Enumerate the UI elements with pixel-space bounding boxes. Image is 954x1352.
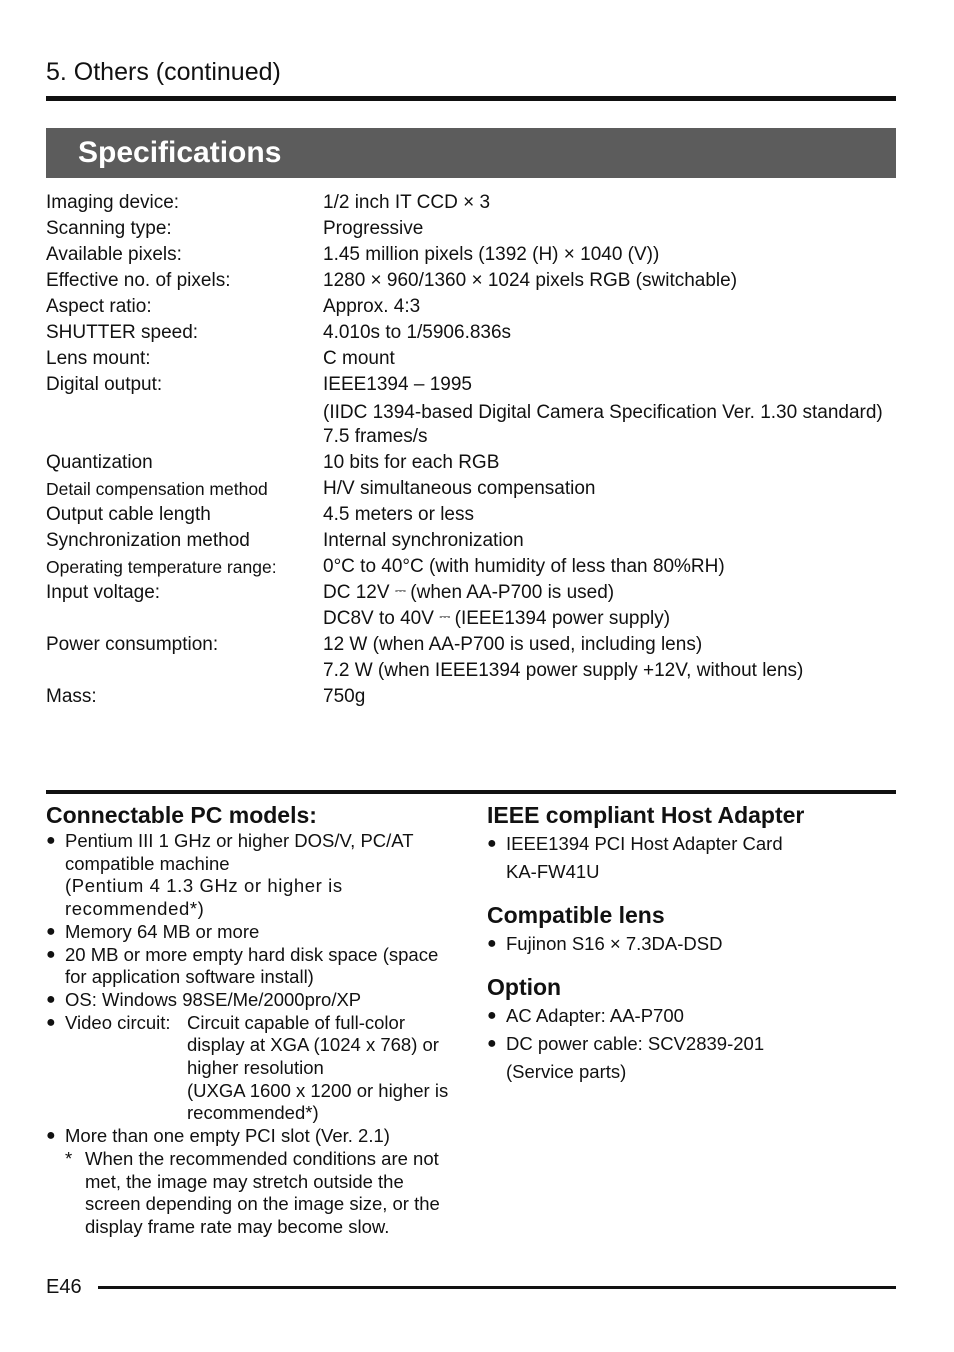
spec-value: 0°C to 40°C (with humidity of less than 80%RH)	[323, 556, 725, 577]
spec-value: 4.010s to 1/5906.836s	[323, 322, 512, 343]
bullet-icon: ●	[487, 835, 497, 852]
list-item: ● Pentium III 1 GHz or higher DOS/V, PC/AT compatible machine (Pentium 4 1.3 GHz or higher is recommended*)	[46, 830, 456, 921]
spec-row	[46, 320, 896, 346]
spec-label: Mass:	[46, 686, 97, 707]
option-heading: Option	[487, 974, 562, 1000]
spec-row	[46, 294, 896, 320]
host-adapter-model: KA-FW41U	[506, 861, 600, 882]
spec-label: Lens mount:	[46, 348, 151, 369]
list-item	[46, 1012, 456, 1126]
option-note: (Service parts)	[506, 1061, 627, 1082]
spec-value: 7.2 W (when IEEE1394 power supply +12V, without lens)	[323, 660, 804, 681]
bullet-icon: ●	[46, 1013, 56, 1031]
footnote	[46, 1148, 456, 1239]
bullet-icon: ●	[46, 1127, 56, 1145]
pc-models-section	[46, 800, 456, 1239]
spec-label: Detail compensation method	[46, 479, 268, 499]
spec-label: Imaging device:	[46, 192, 180, 213]
spec-value: IEEE1394 – 1995	[323, 374, 472, 395]
spec-row	[46, 242, 896, 268]
spec-label: Output cable length	[46, 504, 211, 525]
bullet-icon: ●	[46, 922, 56, 940]
list-item: ● Fujinon S16 × 7.3DA-DSD	[487, 930, 896, 958]
bullet-icon: ●	[487, 1007, 497, 1024]
spec-value: Internal synchronization	[323, 530, 524, 551]
spec-value: 12 W (when AA-P700 is used, including lens)	[323, 634, 703, 655]
spec-value: (IIDC 1394-based Digital Camera Specification Ver. 1.30 standard)	[323, 402, 883, 423]
spec-row	[46, 528, 896, 554]
spec-row	[46, 554, 896, 580]
list-item: ● DC power cable: SCV2839-201 (Service parts)	[487, 1030, 896, 1086]
spec-value: (when AA-P700 is used)	[410, 582, 615, 603]
spec-value: 4.5 meters or less	[323, 504, 474, 525]
bullet-icon: ●	[487, 1035, 497, 1052]
spec-row	[46, 580, 896, 632]
video-circuit-note: (UXGA 1600 x 1200 or higher is recommended*)	[187, 1079, 449, 1124]
spec-label: SHUTTER speed:	[46, 322, 199, 343]
spec-value: DC 12V	[323, 582, 390, 603]
spec-label: Operating temperature range:	[46, 557, 277, 577]
spec-row	[46, 632, 896, 684]
section-divider	[46, 790, 896, 794]
accessories-section	[487, 800, 896, 1086]
bullet-icon: ●	[487, 935, 497, 952]
spec-value: 750g	[323, 686, 366, 707]
spec-row	[46, 476, 896, 502]
list-item: ● OS: Windows 98SE/Me/2000pro/XP	[46, 988, 362, 1010]
list-item-note: (Pentium 4 1.3 GHz or higher is recommended*)	[65, 875, 343, 920]
bullet-icon: ●	[46, 945, 56, 963]
dc-symbol-icon: ⎓	[394, 582, 405, 598]
pc-models-heading: Connectable PC models:	[46, 802, 317, 828]
list-item: ● Memory 64 MB or more	[46, 920, 260, 942]
spec-row	[46, 684, 896, 710]
spec-row	[46, 216, 896, 242]
list-item: ● AC Adapter: AA-P700	[487, 1002, 896, 1030]
footnote-text: When the recommended conditions are not met, the image may stretch outside the screen depending on the image size, or the display frame rate may become slow.	[85, 1147, 440, 1237]
footnote-mark: *	[65, 1147, 73, 1169]
spec-row	[46, 450, 896, 476]
spec-value: C mount	[323, 348, 395, 369]
bullet-icon: ●	[46, 990, 56, 1008]
spec-label: Synchronization method	[46, 530, 250, 551]
spec-value: 7.5 frames/s	[323, 426, 428, 447]
list-item: ● 20 MB or more empty hard disk space (space for application software install)	[46, 943, 439, 988]
spec-value: 1/2 inch IT CCD × 3	[323, 192, 491, 213]
spec-row	[46, 372, 896, 450]
spec-value: 1280 × 960/1360 × 1024 pixels RGB (switchable)	[323, 270, 738, 291]
section-title: 5. Others (continued)	[46, 58, 281, 86]
spec-label: Digital output:	[46, 374, 163, 395]
spec-label: Aspect ratio:	[46, 296, 152, 317]
spec-value: DC8V to 40V	[323, 608, 434, 629]
spec-label: Available pixels:	[46, 244, 182, 265]
spec-table	[46, 190, 896, 710]
spec-value: (IEEE1394 power supply)	[454, 608, 671, 629]
spec-label: Effective no. of pixels:	[46, 270, 231, 291]
spec-label: Quantization	[46, 452, 153, 473]
video-circuit-text: Circuit capable of full-color display at XGA (1024 x 768) or higher resolution	[187, 1011, 439, 1079]
specifications-banner	[46, 128, 896, 178]
spec-row	[46, 502, 896, 528]
footer-rule	[98, 1286, 896, 1289]
page-number: E46	[46, 1276, 82, 1298]
list-item: ● More than one empty PCI slot (Ver. 2.1)	[46, 1125, 390, 1147]
spec-value: H/V simultaneous compensation	[323, 478, 596, 499]
spec-label: Scanning type:	[46, 218, 172, 239]
title-rule	[46, 96, 896, 101]
spec-value: 1.45 million pixels (1392 (H) × 1040 (V))	[323, 244, 660, 265]
spec-row	[46, 268, 896, 294]
host-adapter-heading: IEEE compliant Host Adapter	[487, 802, 805, 828]
spec-row	[46, 346, 896, 372]
compatible-lens-heading: Compatible lens	[487, 902, 665, 928]
specifications-title: Specifications	[78, 136, 282, 169]
video-circuit-label: Video circuit:	[65, 1011, 171, 1033]
bullet-icon: ●	[46, 832, 56, 849]
spec-row	[46, 190, 896, 216]
spec-label: Power consumption:	[46, 634, 219, 655]
spec-value: 10 bits for each RGB	[323, 452, 500, 473]
spec-value: Approx. 4:3	[323, 296, 421, 317]
spec-label: Input voltage:	[46, 582, 161, 603]
spec-value: Progressive	[323, 218, 424, 239]
list-item: ● IEEE1394 PCI Host Adapter Card KA-FW41U	[487, 830, 896, 886]
dc-symbol-icon: ⎓	[439, 608, 450, 624]
